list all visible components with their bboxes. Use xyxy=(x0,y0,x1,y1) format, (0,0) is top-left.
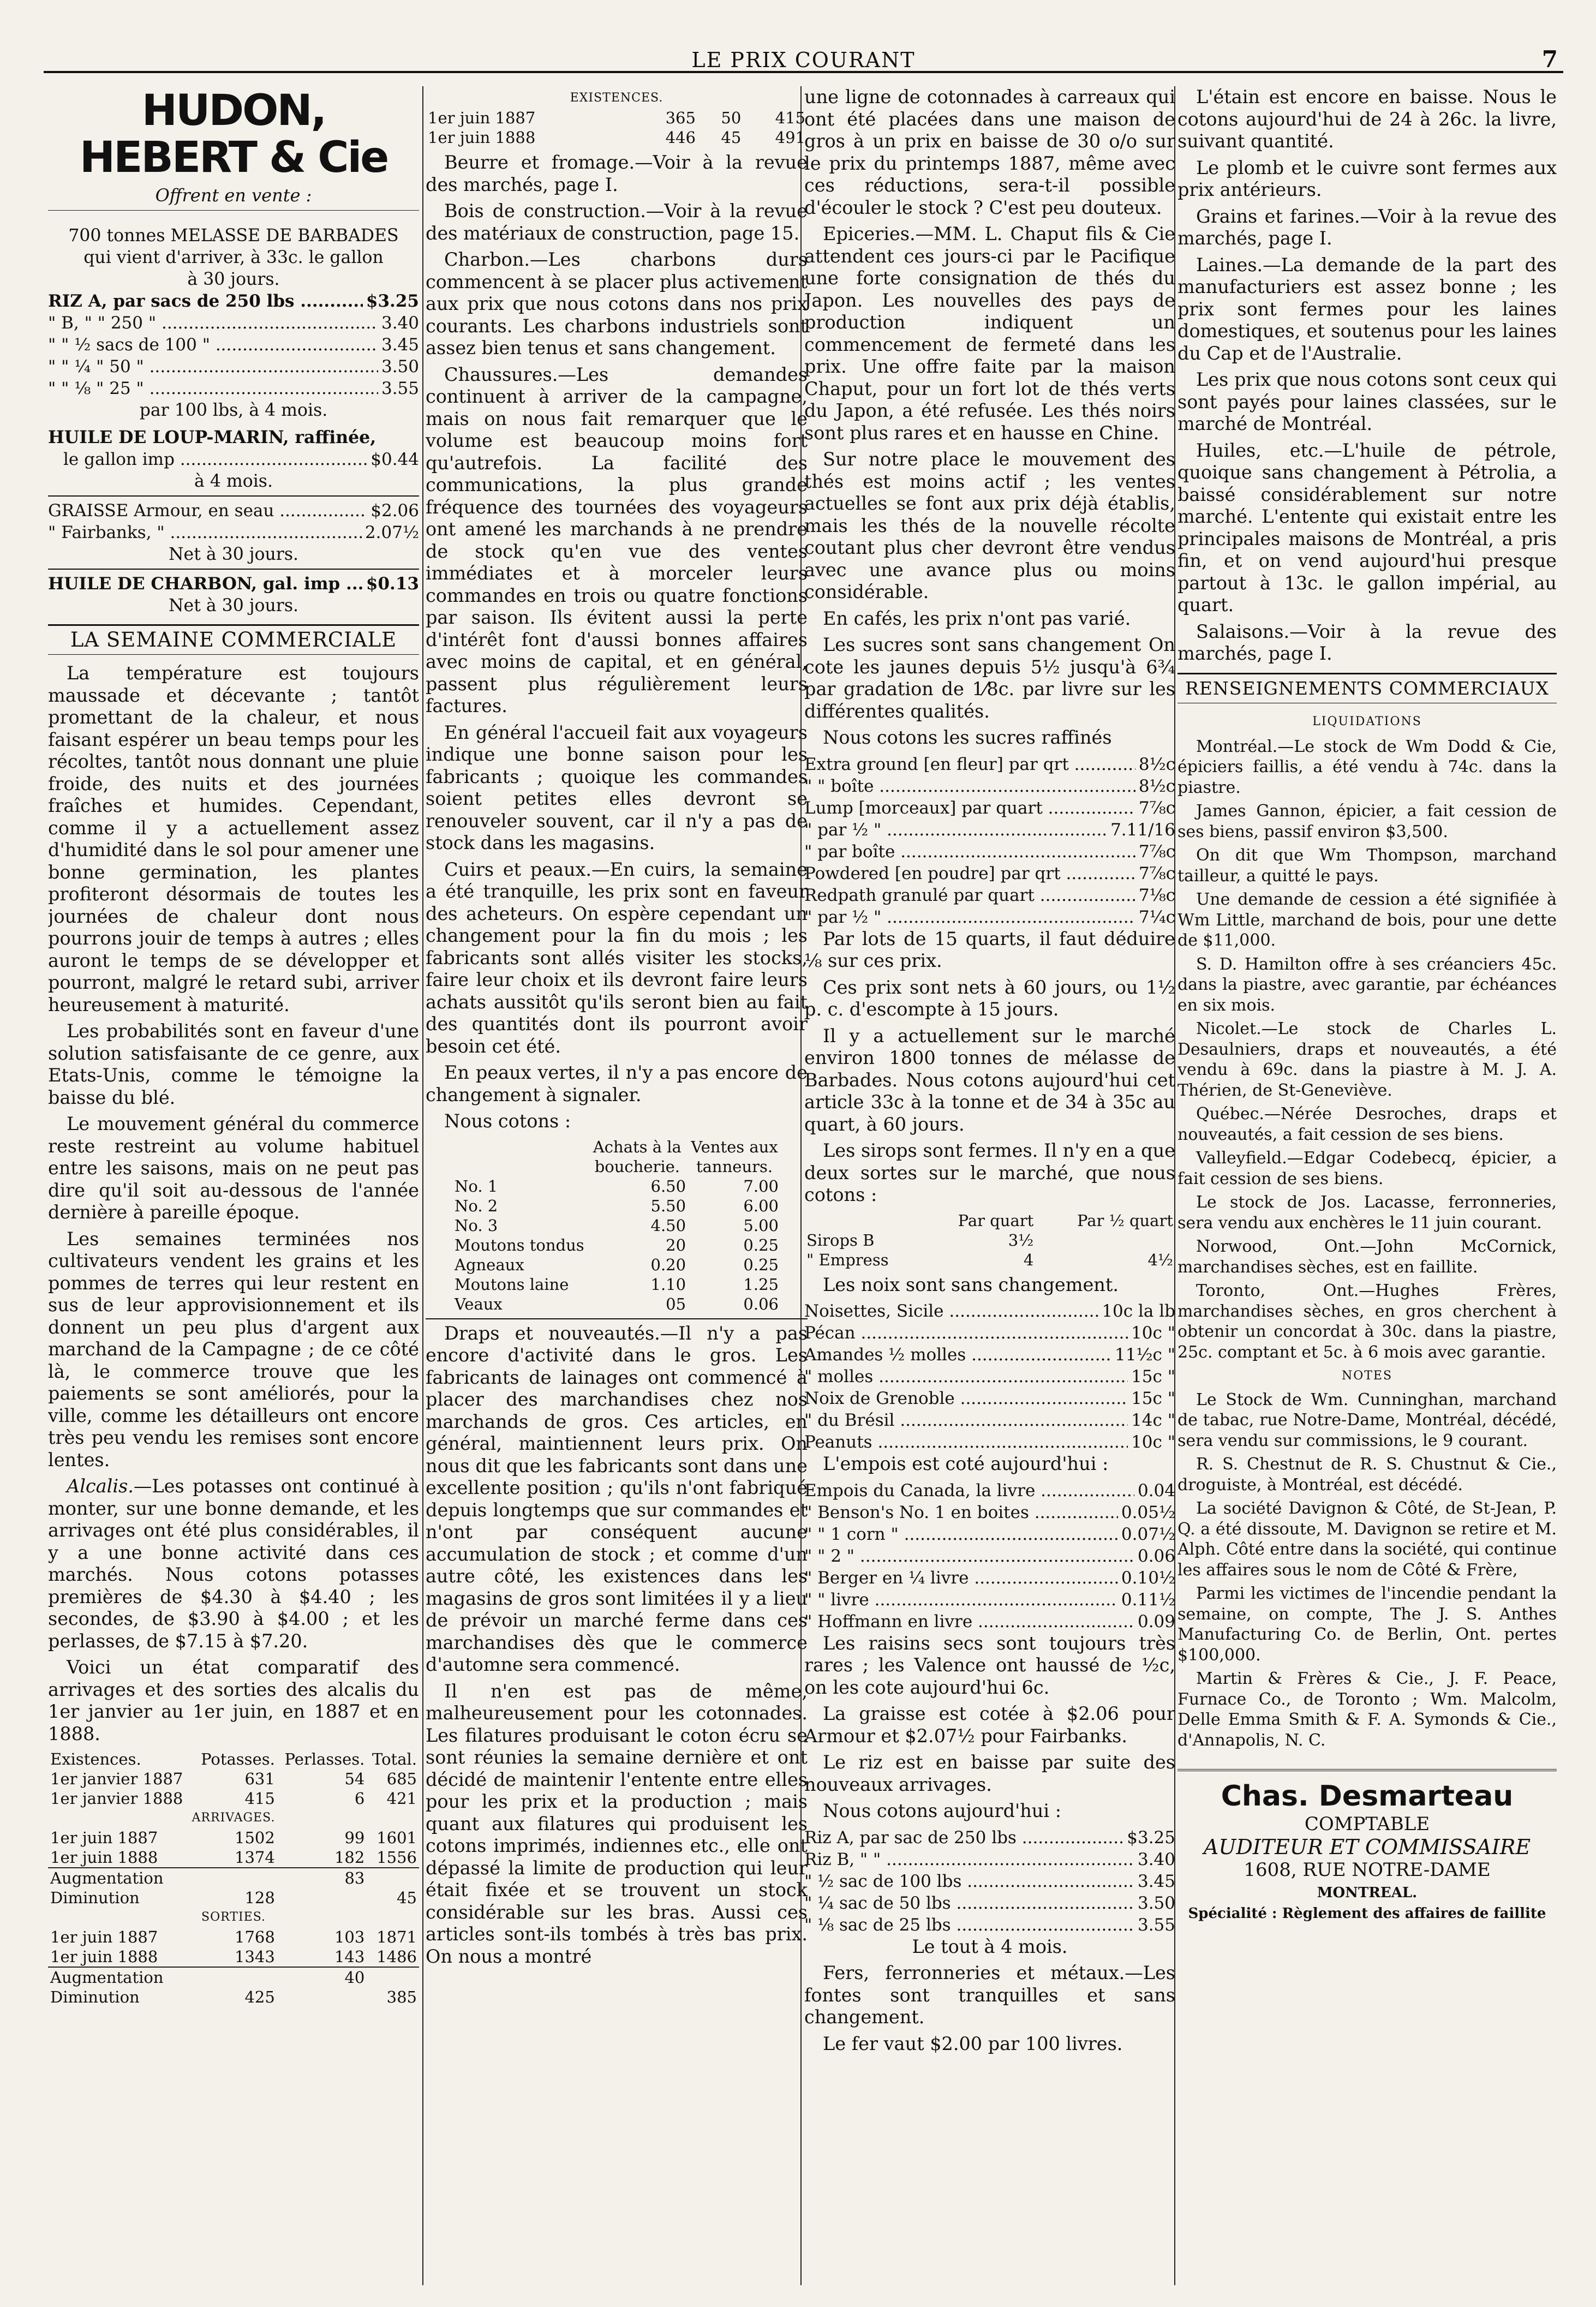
table-row: Agneaux 0.20 0.25 xyxy=(455,1255,779,1274)
table-header-row: Achats à la boucherie. Ventes aux tanneurs. xyxy=(593,1137,778,1176)
price-line: " ⅛ sac de 25 lbs ..... 3.55 xyxy=(804,1914,1175,1936)
article-paragraph: Nous cotons aujourd'hui : xyxy=(823,1800,1062,1821)
price-line: " Hoffmann en livre ..... 0.09 xyxy=(804,1611,1175,1633)
article-paragraph: Beurre et fromage.—Voir à la revue des marchés, page I. xyxy=(426,152,808,195)
table-row: Moutons tondus 20 0.25 xyxy=(455,1235,779,1254)
list-item: Une demande de cession a été signifiée à Wm Little, marchand de bois, pour une dette de $11,000. xyxy=(1177,890,1557,950)
article-paragraph: Chaussures.—Les demandes continuent à arriver de la campagne, mais on nous fait remarquer que le volume est beaucoup moins fort qu'autrefois. La facilité des communications, la plus grande fréquence des tournées des voyageurs ont amené les marchands à ne prendre de stock qu'en vue des ventes immédiates et à morceler leurs commandes en trois ou quatre fonctions par saison. Ils évitent aussi la perte d'intérêt font d'aussi bonnes affaires avec moins de capital, et en général, passent plus régulièrement leurs factures. xyxy=(426,363,808,716)
article-paragraph: Charbon.—Les charbons durs commencent à se placer plus activement aux prix que nous cotons dans nos prix courants. Les charbons industriels sont assez bien tenus et sans changement. xyxy=(426,249,808,358)
page-title: LE PRIX COURANT xyxy=(691,48,916,72)
price-line: " molles ..... 15c " xyxy=(804,1366,1175,1388)
ad-line: Net à 30 jours. xyxy=(168,544,299,564)
article-paragraph: Le riz est en baisse par suite des nouveaux arrivages. xyxy=(804,1752,1175,1795)
price-line: " par ½ " ..... 7.11/16 xyxy=(804,819,1175,841)
ad-line: 700 tonnes MELASSE DE BARBADES xyxy=(68,225,399,246)
price-line: " " 2 " ..... 0.06 xyxy=(804,1545,1175,1567)
divider xyxy=(48,495,419,497)
table-row: Diminution 425 385 xyxy=(50,1988,417,2006)
column-3 xyxy=(804,86,1175,2285)
article-paragraph: Il n'en est pas de même, malheureusement pour les cotonnades. Les filatures produisant le coton écru se sont réunies la semaine dernière et ont décidé de maintenir l'entente entre elles pour les prix et la production ; mais quant aux filatures qui produisent les cotons imprimés, indiennes etc., elle ont dépassé la limite de production qui leur était fixée et se trouvent un stock considérable sur les bras. Aussi ces articles sont-ils tombés à très bas prix. On nous a montré xyxy=(426,1680,808,1967)
list-item: On dit que Wm Thompson, marchand tailleur, a quitté le pays. xyxy=(1177,846,1557,886)
article-paragraph: Laines.—La demande de la part des manufacturiers est assez bonne ; les prix sont fermes pour les laines domestiques, et soutenus pour les laines du Cap et de l'Australie. xyxy=(1177,254,1557,364)
alcalis-table xyxy=(48,1749,419,2007)
price-line: " ¼ sac de 50 lbs ..... 3.50 xyxy=(804,1892,1175,1914)
price-line: " " boîte ..... 8½c xyxy=(804,775,1175,797)
table-row: 1er juin 1888 1374 182 1556 xyxy=(50,1848,417,1867)
page-number: 7 xyxy=(1541,46,1558,73)
list-item: La société Davignon & Côté, de St-Jean, P. Q. a été dissoute, M. Davignon se retire et M. Alph. Côté entre dans la société, qui continue les affaires sous le nom de Côté & Frère, xyxy=(1177,1499,1557,1580)
price-line: Noisettes, Sicile ..... 10c la lb xyxy=(804,1300,1175,1322)
article-paragraph: Salaisons.—Voir à la revue des marchés, page I. xyxy=(1177,620,1557,664)
ad-line: à 4 mois. xyxy=(194,471,273,491)
price-line: Pécan ..... 10c " xyxy=(804,1322,1175,1344)
price-line: Redpath granulé par quart ..... 7⅛c xyxy=(804,884,1175,906)
price-line: Extra ground [en fleur] par qrt ..... 8½c xyxy=(804,754,1175,775)
ad-role: COMPTABLE xyxy=(1304,1813,1430,1835)
price-line: Riz A, par sac de 250 lbs ..... $3.25 xyxy=(804,1827,1175,1849)
article-paragraph: En peaux vertes, il n'y a pas encore de changement à signaler. xyxy=(426,1062,808,1105)
column-2 xyxy=(426,86,808,2285)
list-item: R. S. Chestnut de R. S. Chustnut & Cie., droguiste, à Montréal, est décédé. xyxy=(1177,1455,1557,1495)
price-line: " ½ sac de 100 lbs ..... 3.45 xyxy=(804,1870,1175,1892)
list-item: Montréal.—Le stock de Wm Dodd & Cie, épiciers faillis, a été vendu à 74c. dans la piastre. xyxy=(1177,737,1557,797)
ad-name: Chas. Desmarteau xyxy=(1221,1780,1514,1813)
price-line: " " 1 corn " ..... 0.07½ xyxy=(804,1523,1175,1545)
price-line: le gallon imp ..... $0.44 xyxy=(48,449,419,470)
list-item: Le Stock de Wm. Cunninghan, marchand de tabac, rue Notre-Dame, Montréal, décédé, sera vendu sur commissions, le 9 courant. xyxy=(1177,1390,1557,1450)
article-paragraph: Ces prix sont nets à 60 jours, ou 1½ p. c. d'escompte à 15 jours. xyxy=(804,976,1175,1020)
price-line: Amandes ½ molles ..... 11½c " xyxy=(804,1344,1175,1366)
table-header-row: Existences. Potasses. Perlasses. Total. xyxy=(50,1750,417,1768)
price-line: Riz B, " " ..... 3.40 xyxy=(804,1849,1175,1870)
peaux-table xyxy=(452,1137,781,1314)
list-item: Martin & Frères & Cie., J. F. Peace, Furnace Co., de Toronto ; Wm. Malcolm, Delle Emma Smith & F. A. Symonds & Cie., d'Annapolis, N. C. xyxy=(1177,1669,1557,1750)
article-paragraph: Il y a actuellement sur le marché environ 1800 tonnes de mélasse de Barbades. Nous cotons aujourd'hui cet article 33c à la tonne et de 34 à 35c au quart, à 60 jours. xyxy=(804,1025,1175,1135)
list-item: S. D. Hamilton offre à ses créanciers 45c. dans la piastre, avec garantie, par échéances en six mois. xyxy=(1177,954,1557,1015)
article-paragraph: Les prix que nous cotons sont ceux qui sont payés pour laines classées, sur le marché de Montréal. xyxy=(1177,369,1557,434)
article-paragraph: L'empois est coté aujourd'hui : xyxy=(823,1453,1109,1474)
table-row: 1er janvier 1888 415 6 421 xyxy=(50,1789,417,1808)
table-row: 1er janvier 1887 631 54 685 xyxy=(50,1770,417,1788)
price-line: " B, " " 250 " ..... 3.40 xyxy=(48,312,419,334)
ad-line: à 30 jours. xyxy=(187,269,280,289)
table-row: 1er juin 1887 365 50 415 xyxy=(428,109,805,127)
column-1 xyxy=(48,86,419,2285)
article-paragraph: une ligne de cotonnades à carreaux qui ont été placées dans une maison de gros à un prix en baisse de 30 o/o sur le prix du printemps 1887, même avec ces réductions, sera-t-il possible d'écouler le stock ? C'est peu douteux. xyxy=(804,86,1175,218)
ad-line: par 100 lbs, à 4 mois. xyxy=(139,400,328,420)
list-item: Le stock de Jos. Lacasse, ferronneries, sera vendu aux enchères le 11 juin courant. xyxy=(1177,1193,1557,1233)
offer-heading: Offrent en vente : xyxy=(48,184,419,211)
article-paragraph: Les sucres sont sans changement On cote les jaunes depuis 5½ jusqu'à 6¾ par gradation de 1⁄8c. par livre sur les différentes qualités. xyxy=(804,634,1175,722)
article-paragraph: Grains et farines.—Voir à la revue des marchés, page I. xyxy=(1177,205,1557,249)
company-name: HUDON, HEBERT & Cie xyxy=(79,86,388,182)
list-item: Nicolet.—Le stock de Charles L. Desaulniers, draps et nouveautés, a été vendu à 69c. dans la piastre à M. J. A. Thérien, de St-Geneviève. xyxy=(1177,1019,1557,1100)
column-divider xyxy=(422,86,423,2285)
article-paragraph: Draps et nouveautés.—Il n'y a pas encore d'activité dans le gros. Les fabricants de lainages ont commencé à placer des marchandises chez nos marchands de gros. Ces articles, en général, maintiennent leurs prix. On nous dit que les fabricants sont dans une excellente position ; qu'ils n'ont fabriqué depuis longtemps que sur commandes et n'ont par conséquent aucune accumulation de stock ; et comme d'un autre côté, les existences dans les magasins de gros sont limitées il y a lieu de prévoir un marché ferme dans ces marchandises dès que le commerce d'automne sera commencé. xyxy=(426,1322,808,1675)
hudon-ad xyxy=(48,225,419,617)
price-line: RIZ A, par sacs de 250 lbs ..... $3.25 xyxy=(48,290,419,312)
ad-city: MONTREAL. xyxy=(1317,1885,1418,1901)
ad-line: Net à 30 jours. xyxy=(168,595,299,615)
price-line: " Berger en ¼ livre ..... 0.10½ xyxy=(804,1567,1175,1589)
table-row: Veaux 05 0.06 xyxy=(455,1294,779,1313)
table-subheading: SORTIES. xyxy=(201,1910,266,1924)
article-paragraph: Les raisins secs sont toujours très rares ; les Valence ont haussé de ½c, on les cote aujourd'hui 6c. xyxy=(804,1632,1175,1698)
table-subheading: ARRIVAGES. xyxy=(192,1811,276,1825)
article-paragraph: En général l'accueil fait aux voyageurs indique une bonne saison pour les fabricants ; quoique les commandes soient petites elles devront se renouveler souvent, car il n'y a pas de stock dans les magasins. xyxy=(426,721,808,853)
price-line: " " ½ sacs de 100 " ..... 3.45 xyxy=(48,334,419,356)
article-paragraph: L'étain est encore en baisse. Nous le cotons aujourd'hui de 24 à 26c. la livre, suivant quantité. xyxy=(1177,86,1557,152)
list-item: Norwood, Ont.—John McCornick, marchandises sèches, est en faillite. xyxy=(1177,1237,1557,1277)
table-row: 1er juin 1887 1502 99 1601 xyxy=(50,1828,417,1847)
sirops-table xyxy=(804,1211,1175,1270)
article-paragraph: Le fer vaut $2.00 par 100 livres. xyxy=(823,2033,1123,2054)
price-line: Empois du Canada, la livre ..... 0.04 xyxy=(804,1480,1175,1502)
section-title: RENSEIGNEMENTS COMMERCIAUX xyxy=(1177,673,1557,704)
article-paragraph: Huiles, etc.—L'huile de pétrole, quoique sans changement à Pétrolia, a baissé considérablement sur notre marché. L'entente qui existait entre les principales maisons de Montréal, a pris fin, et on vend aujourd'hui presque partout à 13c. le gallon impérial, au quart. xyxy=(1177,439,1557,615)
article-paragraph: Nous cotons : xyxy=(444,1110,571,1132)
article-paragraph: En cafés, les prix n'ont pas varié. xyxy=(823,607,1131,629)
price-line: GRAISSE Armour, en seau ..... $2.06 xyxy=(48,500,419,522)
price-line: Lump [morceaux] par quart ..... 7⅞c xyxy=(804,797,1175,819)
article-paragraph: La température est toujours maussade et décevante ; tantôt promettant de la chaleur, et nous faisant espérer un beau temps pour les récoltes, tantôt nous donnant une pluie froide, des nuits et des journées fraîches et humides. Cependant, comme il y a actuellement assez d'humidité dans le sol pour amener une bonne germination, les plantes profiteront désormais de toutes les journées de chaleur dont nous pourrons jouir de temps à autres ; elles auront le temps de se développer et pourront, malgré le retard subi, arriver heureusement à maturité. xyxy=(48,662,419,1015)
ad-specialty: Spécialité : Règlement des affaires de faillite xyxy=(1188,1905,1546,1922)
price-line: " Fairbanks, " ..... 2.07½ xyxy=(48,522,419,543)
article-paragraph: Epiceries.—MM. L. Chaput fils & Cie attendent ces jours-ci par le Pacifique une forte consignation de thés du Japon. Les nouvelles des pays de production indiquent un commencement de fermeté dans les prix. Une offre faite par la maison Chaput, pour un fort lot de thés verts du Japon, a été refusée. Les thés noirs sont plus rares et en hausse en Chine. xyxy=(804,223,1175,444)
article-paragraph: Fers, ferronneries et métaux.—Les fontes sont tranquilles et sans changement. xyxy=(804,1962,1175,2028)
article-paragraph: Le tout à 4 mois. xyxy=(912,1935,1068,1957)
section-title: LA SEMAINE COMMERCIALE xyxy=(48,624,419,655)
table-row: Sirops B 3½ xyxy=(806,1230,1034,1250)
list-item: Québec.—Nérée Desroches, draps et nouveautés, a fait cession de ses biens. xyxy=(1177,1104,1557,1144)
article-paragraph: Par lots de 15 quarts, il faut déduire ⅛ sur ces prix. xyxy=(804,928,1175,971)
article-paragraph: Sur notre place le mouvement des thés est moins actif ; les ventes actuelles se font aux prix déjà établis, mais les thés de la nouvelle récolte coutant plus cher devront être vendus avec une avance plus ou moins considérable. xyxy=(804,449,1175,602)
table-row: No. 3 4.50 5.00 xyxy=(455,1216,779,1235)
table-row: 1er juin 1887 1768 103 1871 xyxy=(50,1928,417,1946)
divider xyxy=(48,569,419,570)
article-paragraph: Alcalis.—Les potasses ont continué à monter, sur une bonne demande, et les arrivages ont été plus considérables, il y a une bonne activité dans ces marchés. Nous cotons potasses premières de $4.30 à $4.40 ; les secondes, de $3.90 à $4.00 ; et les perlasses, de $7.15 à $7.20. xyxy=(48,1475,419,1652)
existences-table xyxy=(426,88,808,147)
article-paragraph: Les noix sont sans changement. xyxy=(823,1274,1119,1295)
article-paragraph: Les semaines terminées nos cultivateurs vendent les grains et les pommes de terres qui leur restent en sus de leur approvisionnement et ils donnent un peu plus d'argent aux marchand de la Campagne ; de ce côté là, le commerce trouve que les paiements se sont améliorés, pour la ville, comme les détailleurs ont encore très peu vendu les remises sont encore lentes. xyxy=(48,1228,419,1471)
ad-title: AUDITEUR ET COMMISSAIRE xyxy=(1203,1835,1531,1859)
ad-address: 1608, RUE NOTRE-DAME xyxy=(1244,1859,1491,1881)
list-item: Valleyfield.—Edgar Codebecq, épicier, a fait cession de ses biens. xyxy=(1177,1149,1557,1188)
price-line: Powdered [en poudre] par qrt ..... 7⅞c xyxy=(804,863,1175,884)
price-line: " du Brésil ..... 14c " xyxy=(804,1409,1175,1431)
table-row: No. 2 5.50 6.00 xyxy=(455,1196,779,1215)
page-header xyxy=(44,48,1563,73)
article-paragraph: Les probabilités sont en faveur d'une solution satisfaisante de ce genre, aux Etats-Unis, comme le témoigne la baisse du blé. xyxy=(48,1020,419,1108)
list-item: Parmi les victimes de l'incendie pendant la semaine, on compte, The J. S. Anthes Manufacturing Co. de Berlin, Ont. pertes $100,000. xyxy=(1177,1584,1557,1665)
price-line: Peanuts ..... 10c " xyxy=(804,1431,1175,1453)
article-paragraph: Cuirs et peaux.—En cuirs, la semaine a été tranquille, les prix sont en faveur des acheteurs. On espère cependant un changement pour la fin du mois ; les fabricants sont allés visiter les stocks, faire leur choix et ils devront faire leurs achats aussitôt qu'ils seront bien au fait des quantités dont ils pourront avoir besoin cet été. xyxy=(426,858,808,1057)
price-line: HUILE DE CHARBON, gal. imp ..... $0.13 xyxy=(48,573,419,595)
list-item: Toronto, Ont.—Hughes Frères, marchandises sèches, en gros cherchent à obtenir un concordat à 30c. dans la piastre, 25c. comptant et 5c. à 6 mois avec garantie. xyxy=(1177,1281,1557,1362)
table-row: " Empress 4 4½ xyxy=(806,1250,1173,1269)
notes-heading: NOTES xyxy=(1341,1369,1393,1383)
ad-line: HUILE DE LOUP-MARIN, raffinée, xyxy=(48,427,376,447)
table-row: Diminution 128 45 xyxy=(50,1888,417,1907)
article-paragraph: Les sirops sont fermes. Il n'y en a que deux sortes sur le marché, que nous cotons : xyxy=(804,1140,1175,1205)
table-row: Augmentation 40 xyxy=(48,1967,419,1987)
table-row: No. 1 6.50 7.00 xyxy=(455,1176,779,1196)
article-paragraph: La graisse est cotée à $2.06 pour Armour et $2.07½ pour Fairbanks. xyxy=(804,1703,1175,1747)
liquidations-heading: LIQUIDATIONS xyxy=(1312,715,1422,728)
article-paragraph: Nous cotons les sucres raffinés xyxy=(823,727,1112,748)
price-line: " par ½ " ..... 7¼c xyxy=(804,906,1175,928)
price-line: Noix de Grenoble ..... 15c " xyxy=(804,1388,1175,1409)
ad-line: qui vient d'arriver, à 33c. le gallon xyxy=(83,247,384,267)
price-line: " par boîte ..... 7⅞c xyxy=(804,841,1175,863)
price-line: " " ¼ " 50 " ..... 3.50 xyxy=(48,356,419,378)
article-paragraph: Voici un état comparatif des arrivages et des sorties des alcalis du 1er janvier au 1er juin, en 1887 et en 1888. xyxy=(48,1657,419,1744)
article-paragraph: Bois de construction.—Voir à la revue des matériaux de construction, page 15. xyxy=(426,200,808,244)
price-line: " " livre ..... 0.11½ xyxy=(804,1589,1175,1611)
renseignements-list xyxy=(1177,737,1557,1751)
table-header-row: Par quart Par ½ quart xyxy=(958,1211,1173,1230)
desmarteau-ad xyxy=(1177,1769,1557,1923)
table-subheading: EXISTENCES. xyxy=(570,91,663,105)
table-row: Augmentation 83 xyxy=(48,1868,419,1888)
price-line: " Benson's No. 1 en boites ..... 0.05½ xyxy=(804,1502,1175,1523)
price-line: " " ⅛ " 25 " ..... 3.55 xyxy=(48,378,419,399)
article-paragraph: Le plomb et le cuivre sont fermes aux prix antérieurs. xyxy=(1177,157,1557,200)
table-row: Moutons laine 1.10 1.25 xyxy=(455,1275,779,1294)
table-row: 1er juin 1888 1343 143 1486 xyxy=(50,1947,417,1966)
article-paragraph: Le mouvement général du commerce reste restreint au volume habituel entre les saisons, mais on ne peut pas dire qu'il soit au-dessous de l'année dernière à pareille époque. xyxy=(48,1113,419,1223)
table-row: 1er juin 1888 446 45 491 xyxy=(428,128,805,147)
list-item: James Gannon, épicier, a fait cession de ses biens, passif environ $3,500. xyxy=(1177,802,1557,841)
column-4 xyxy=(1177,86,1557,2285)
divider xyxy=(426,1318,808,1319)
